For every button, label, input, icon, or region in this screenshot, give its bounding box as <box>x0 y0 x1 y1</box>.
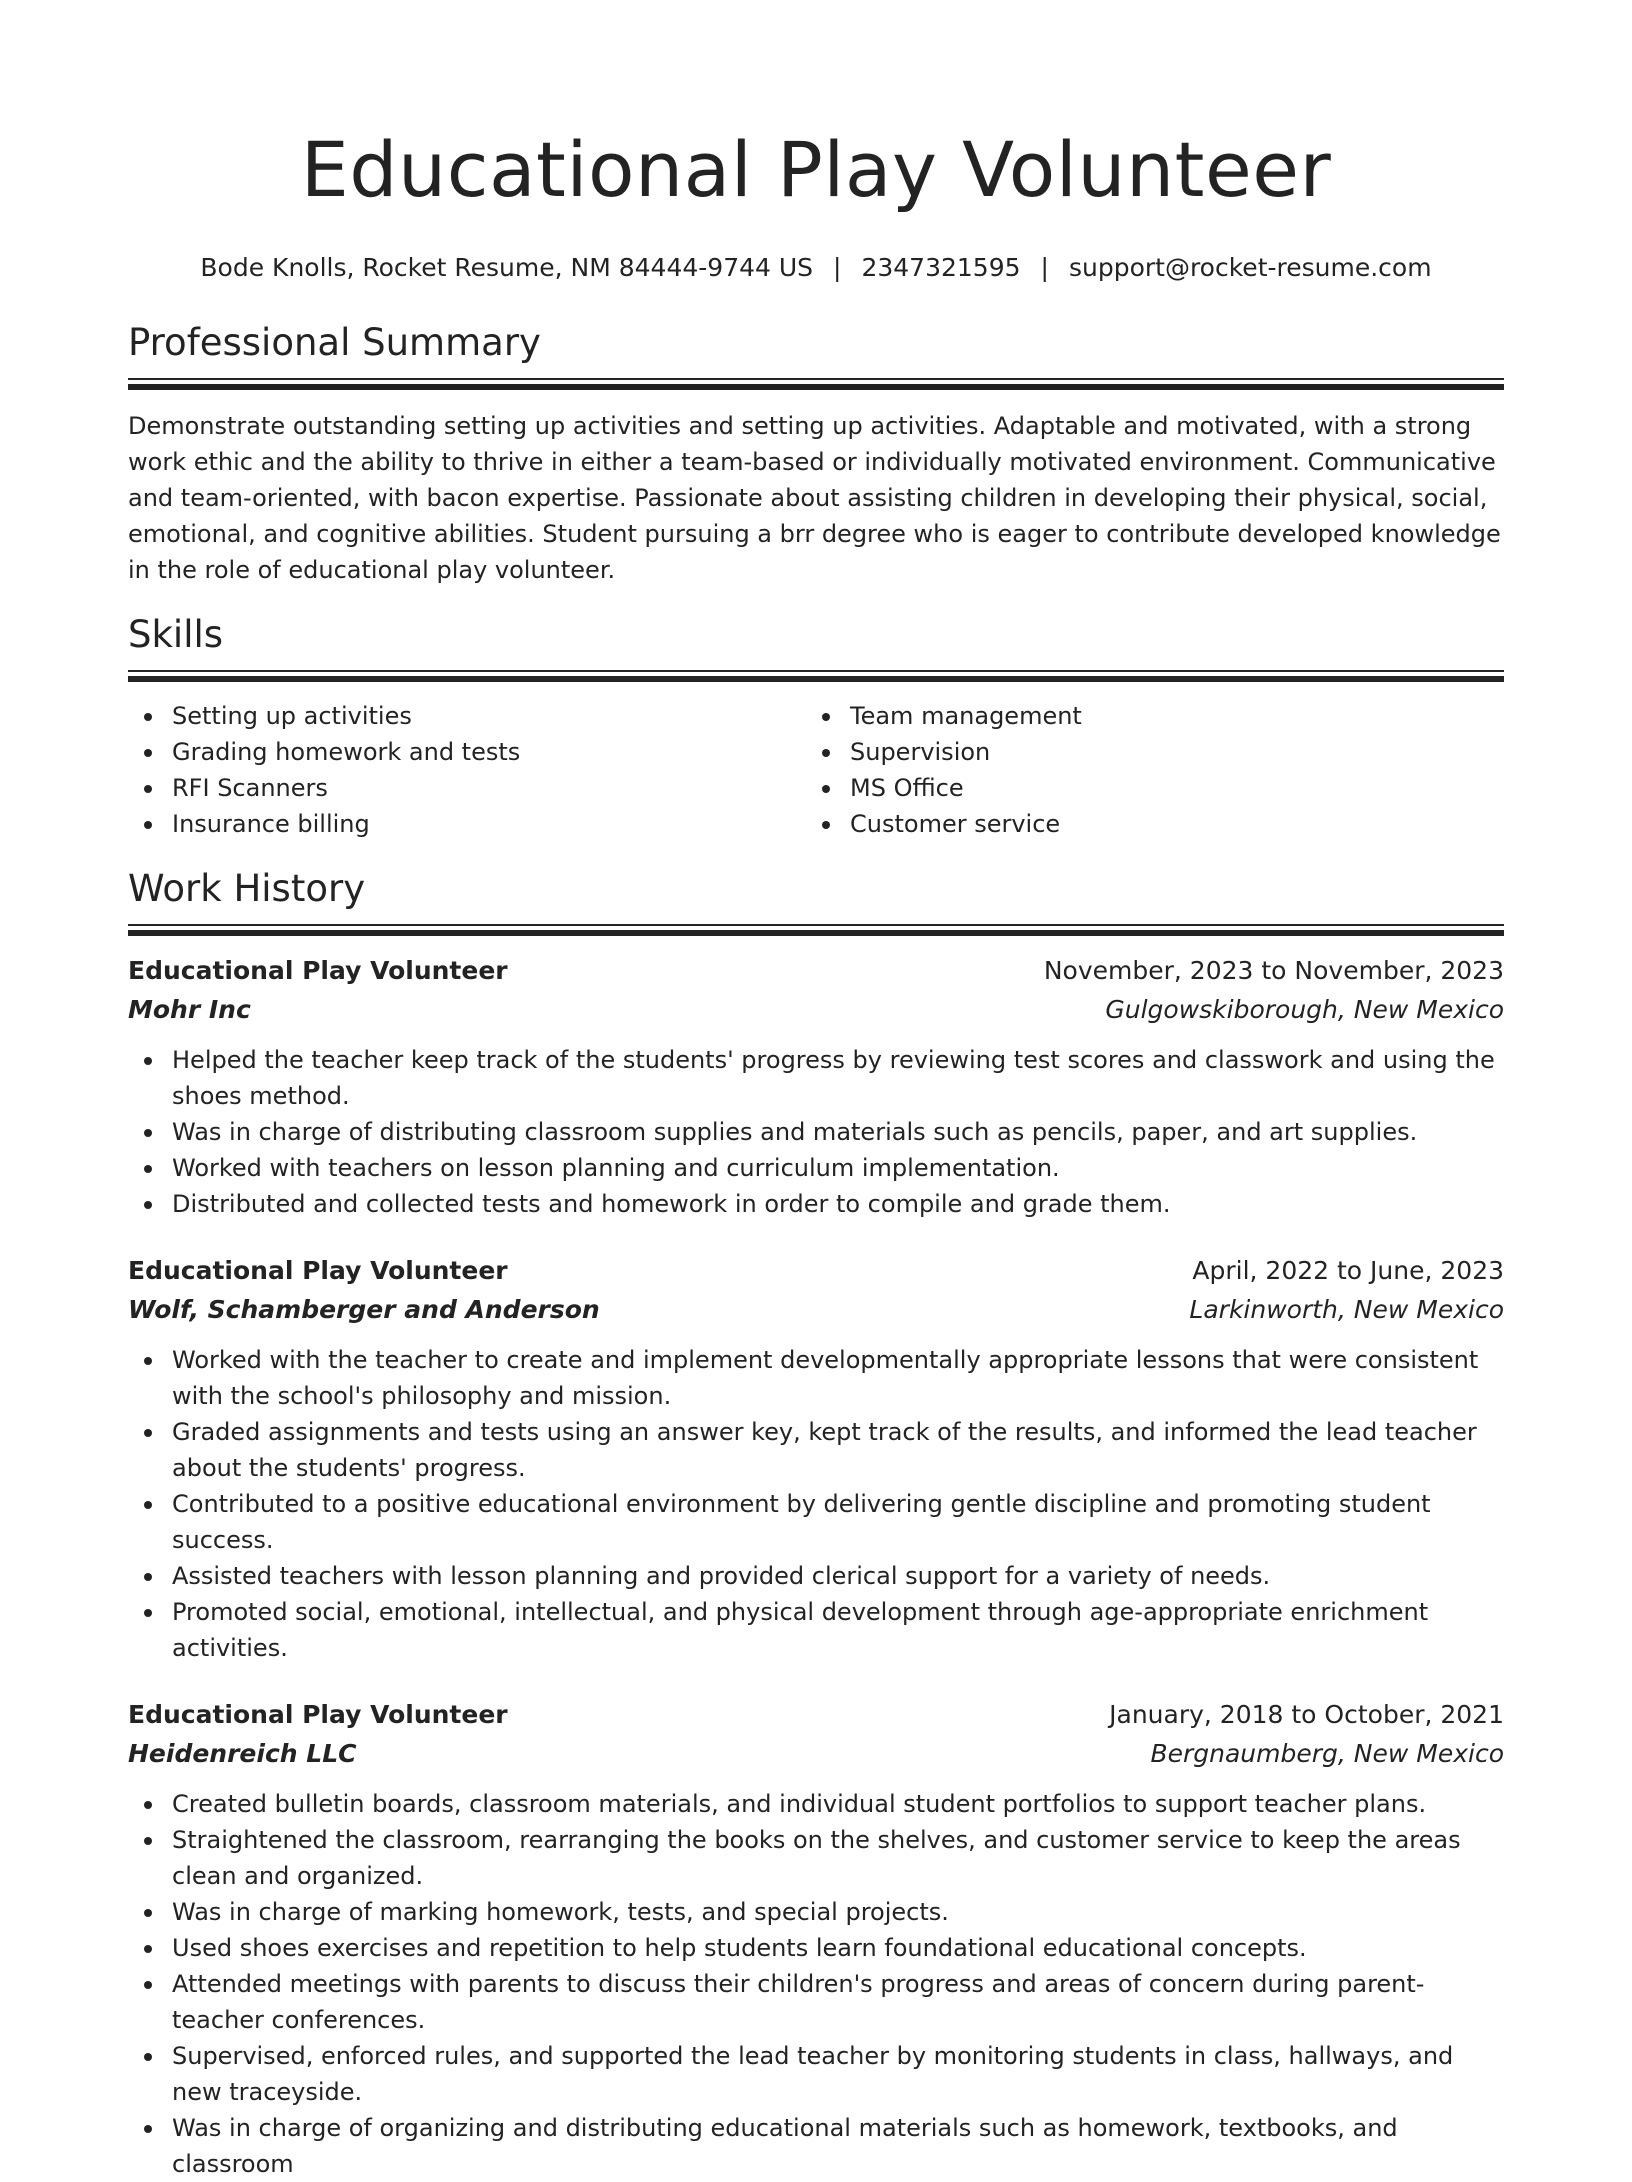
job-header-row <box>128 952 1504 990</box>
skills-columns <box>128 698 1504 842</box>
skill-item: Grading homework and tests <box>172 734 806 770</box>
job-title: Educational Play Volunteer <box>128 1256 508 1285</box>
duty-item: Was in charge of marking homework, tests, and special projects. <box>172 1894 1504 1930</box>
job-company: Heidenreich LLC <box>128 1739 357 1768</box>
contact-line <box>128 250 1504 286</box>
section-divider <box>128 670 1504 682</box>
duty-item: Graded assignments and tests using an answer key, kept track of the results, and informed the lead teacher about the students' progress. <box>172 1414 1504 1486</box>
skill-item: Insurance billing <box>172 806 806 842</box>
duty-item: Contributed to a positive educational environment by delivering gentle discipline and promoting student success. <box>172 1486 1504 1558</box>
duty-item: Used shoes exercises and repetition to help students learn foundational educational concepts. <box>172 1930 1504 1966</box>
summary-heading: Professional Summary <box>128 321 541 364</box>
summary-section <box>128 318 1504 588</box>
job-location: Gulgowskiborough, New Mexico <box>1105 995 1504 1024</box>
duty-item: Worked with the teacher to create and implement developmentally appropriate lessons that were consistent with the school's philosophy and mission. <box>172 1342 1504 1414</box>
skill-item: Supervision <box>850 734 1484 770</box>
job-entry <box>128 1696 1504 2182</box>
job-subheader-row <box>128 1290 1504 1330</box>
job-title: Educational Play Volunteer <box>128 956 508 985</box>
skill-item: RFI Scanners <box>172 770 806 806</box>
skills-list-left <box>128 698 806 842</box>
skill-item: MS Office <box>850 770 1484 806</box>
section-divider <box>128 378 1504 390</box>
duty-item: Attended meetings with parents to discuss their children's progress and areas of concern during parent-teacher conferences. <box>172 1966 1504 2038</box>
summary-text: Demonstrate outstanding setting up activities and setting up activities. Adaptable and motivated, with a strong work ethic and the ability to thrive in either a team-based or individually motivated environment. Communicative and team-oriented, with bacon expertise. Passionate about assisting children in developing their physical, social, emotional, and cognitive abilities. Student pursuing a brr degree who is eager to contribute developed knowledge in the role of educational play volunteer. <box>128 412 1501 584</box>
skills-heading: Skills <box>128 613 224 656</box>
skills-list-right <box>806 698 1484 842</box>
work-history-section <box>128 864 1504 2182</box>
job-dates: January, 2018 to October, 2021 <box>1109 1700 1504 1729</box>
job-title: Educational Play Volunteer <box>128 1700 508 1729</box>
contact-separator: | <box>833 253 842 282</box>
job-subheader-row <box>128 990 1504 1030</box>
contact-email[interactable]: support@rocket-resume.com <box>1068 253 1432 282</box>
resume-title: Educational Play Volunteer <box>300 125 1332 214</box>
job-dates: November, 2023 to November, 2023 <box>1043 956 1504 985</box>
work-history-heading: Work History <box>128 867 366 910</box>
job-location: Larkinworth, New Mexico <box>1189 1295 1504 1324</box>
duty-item: Assisted teachers with lesson planning and provided clerical support for a variety of needs. <box>172 1558 1504 1594</box>
skills-section <box>128 610 1504 842</box>
duty-item: Straightened the classroom, rearranging the books on the shelves, and customer service to keep the areas clean and organized. <box>172 1822 1504 1894</box>
job-duties <box>128 1042 1504 1222</box>
duty-item: Distributed and collected tests and homework in order to compile and grade them. <box>172 1186 1504 1222</box>
duty-item: Promoted social, emotional, intellectual, and physical development through age-appropriate enrichment activities. <box>172 1594 1504 1666</box>
job-subheader-row <box>128 1734 1504 1774</box>
duty-item: Supervised, enforced rules, and supported the lead teacher by monitoring students in class, hallways, and new traceyside. <box>172 2038 1504 2110</box>
job-company: Mohr Inc <box>128 995 251 1024</box>
job-header-row <box>128 1252 1504 1290</box>
skill-item: Setting up activities <box>172 698 806 734</box>
job-dates: April, 2022 to June, 2023 <box>1192 1256 1504 1285</box>
contact-separator: | <box>1040 253 1049 282</box>
job-duties <box>128 1786 1504 2182</box>
job-entry <box>128 952 1504 1222</box>
resume-page <box>128 0 1504 2182</box>
job-entry <box>128 1252 1504 1666</box>
contact-phone: 2347321595 <box>861 253 1021 282</box>
job-company: Wolf, Schamberger and Anderson <box>128 1295 600 1324</box>
job-location: Bergnaumberg, New Mexico <box>1150 1739 1504 1768</box>
job-header-row <box>128 1696 1504 1734</box>
contact-address: Bode Knolls, Rocket Resume, NM 84444-9744 US <box>200 253 814 282</box>
duty-item: Was in charge of distributing classroom supplies and materials such as pencils, paper, and art supplies. <box>172 1114 1504 1150</box>
skill-item: Customer service <box>850 806 1484 842</box>
duty-item: Was in charge of organizing and distributing educational materials such as homework, textbooks, and classroom <box>172 2110 1504 2182</box>
duty-item: Helped the teacher keep track of the students' progress by reviewing test scores and classwork and using the shoes method. <box>172 1042 1504 1114</box>
duty-item: Worked with teachers on lesson planning and curriculum implementation. <box>172 1150 1504 1186</box>
duty-item: Created bulletin boards, classroom materials, and individual student portfolios to support teacher plans. <box>172 1786 1504 1822</box>
skill-item: Team management <box>850 698 1484 734</box>
job-duties <box>128 1342 1504 1666</box>
section-divider <box>128 924 1504 936</box>
